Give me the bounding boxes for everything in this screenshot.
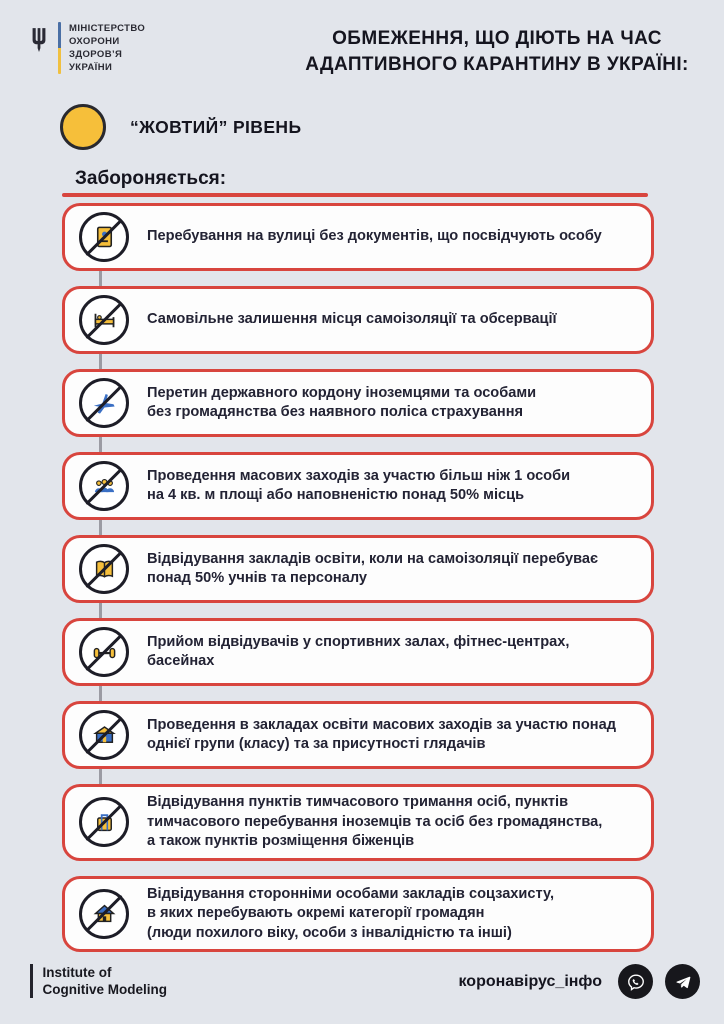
restriction-text	[147, 633, 635, 672]
no-gym-icon	[79, 627, 129, 677]
yellow-level-indicator	[60, 104, 106, 150]
restriction-text-line: Відвідування закладів освіти, коли на самоізоляції перебуває	[147, 550, 599, 567]
restriction-text-line: Проведення в закладах освіти масових заходів за участю понад	[147, 716, 616, 733]
restriction-text-line: однієї групи (класу) та за присутності глядачів	[147, 736, 486, 752]
restriction-text-line: понад 50% учнів та персоналу	[147, 570, 368, 586]
restriction-text-line: Відвідування пунктів тимчасового тримання осіб, пунктів	[147, 794, 569, 810]
ministry-line: ЗДОРОВ’Я	[69, 49, 123, 60]
ministry-line: ОХОРОНИ	[69, 36, 120, 47]
restriction-card	[62, 203, 654, 271]
restriction-card	[62, 618, 654, 686]
footer-social	[459, 964, 701, 999]
page-title	[292, 26, 702, 78]
restriction-text-line: без громадянства без наявного поліса страхування	[147, 404, 524, 420]
ministry-line: МІНІСТЕРСТВО	[69, 23, 146, 34]
restriction-text	[147, 384, 536, 423]
channel-name: коронавірус_інфо	[458, 972, 602, 990]
restriction-text	[147, 885, 554, 944]
restriction-card	[62, 286, 654, 354]
no-detention-facility-icon	[79, 797, 129, 847]
level-label: “ЖОВТИЙ” РІВЕНЬ	[130, 116, 302, 137]
restriction-card	[62, 784, 654, 861]
restriction-text	[147, 310, 557, 330]
restriction-text-line: Перебування на вулиці без документів, що посвідчують особу	[147, 228, 602, 245]
footer-org-bar	[30, 964, 33, 998]
trident-icon	[28, 26, 50, 56]
restriction-text-line: тимчасового перебування іноземців та осіб без громадянства,	[147, 813, 603, 830]
restriction-text	[147, 550, 598, 589]
restriction-text	[147, 227, 602, 247]
no-bed-icon	[79, 295, 129, 345]
telegram-icon[interactable]	[665, 964, 700, 999]
restriction-text	[147, 716, 616, 755]
quarantine-level	[60, 104, 301, 150]
no-crowd-icon	[79, 461, 129, 511]
restriction-text-line: (люди похилого віку, особи з інвалідністю та інші)	[147, 924, 512, 941]
viber-icon[interactable]	[618, 964, 653, 999]
no-social-care-icon	[79, 889, 129, 939]
restriction-text-line: Відвідування сторонніми особами закладів соцзахисту,	[147, 885, 555, 902]
restriction-card	[62, 876, 654, 953]
prohibited-heading: Забороняється:	[75, 168, 227, 189]
no-passport-icon	[79, 212, 129, 262]
restriction-text-line: Проведення масових заходів за участю більш ніж 1 особи	[147, 467, 571, 484]
restriction-text-line: Самовільне залишення місця самоізоляції та обсервації	[147, 311, 557, 328]
ministry-name	[69, 22, 145, 74]
ministry-logo	[28, 22, 145, 74]
no-education-icon	[79, 544, 129, 594]
page-title-line1: ОБМЕЖЕННЯ, ЩО ДІЮТЬ НА ЧАС	[332, 28, 662, 49]
no-airplane-icon	[79, 378, 129, 428]
restriction-text	[147, 467, 570, 506]
heading-underline	[62, 193, 648, 197]
no-school-event-icon	[79, 710, 129, 760]
restriction-list	[62, 203, 654, 952]
org-line2: Cognitive Modeling	[42, 982, 167, 997]
restriction-text-line: на 4 кв. м площі або наповненістю понад 50% місць	[147, 487, 525, 503]
restriction-card	[62, 369, 654, 437]
restriction-card	[62, 535, 654, 603]
restriction-card	[62, 701, 654, 769]
footer-org	[30, 964, 167, 998]
restriction-text-line: а також пунктів розміщення біженців	[147, 833, 415, 849]
ministry-line: УКРАЇНИ	[69, 62, 113, 73]
page-title-line2: АДАПТИВНОГО КАРАНТИНУ В УКРАЇНІ:	[305, 54, 689, 75]
restriction-text-line: Перетин державного кордону іноземцями та особами	[147, 384, 537, 401]
org-line1: Institute of	[42, 965, 112, 980]
logo-divider	[58, 22, 61, 74]
restriction-text-line: Прийом відвідувачів у спортивних залах, фітнес-центрах, басейнах	[147, 633, 570, 669]
restriction-text	[147, 793, 602, 852]
restriction-card	[62, 452, 654, 520]
restriction-text-line: в яких перебувають окремі категорії громадян	[147, 905, 485, 921]
